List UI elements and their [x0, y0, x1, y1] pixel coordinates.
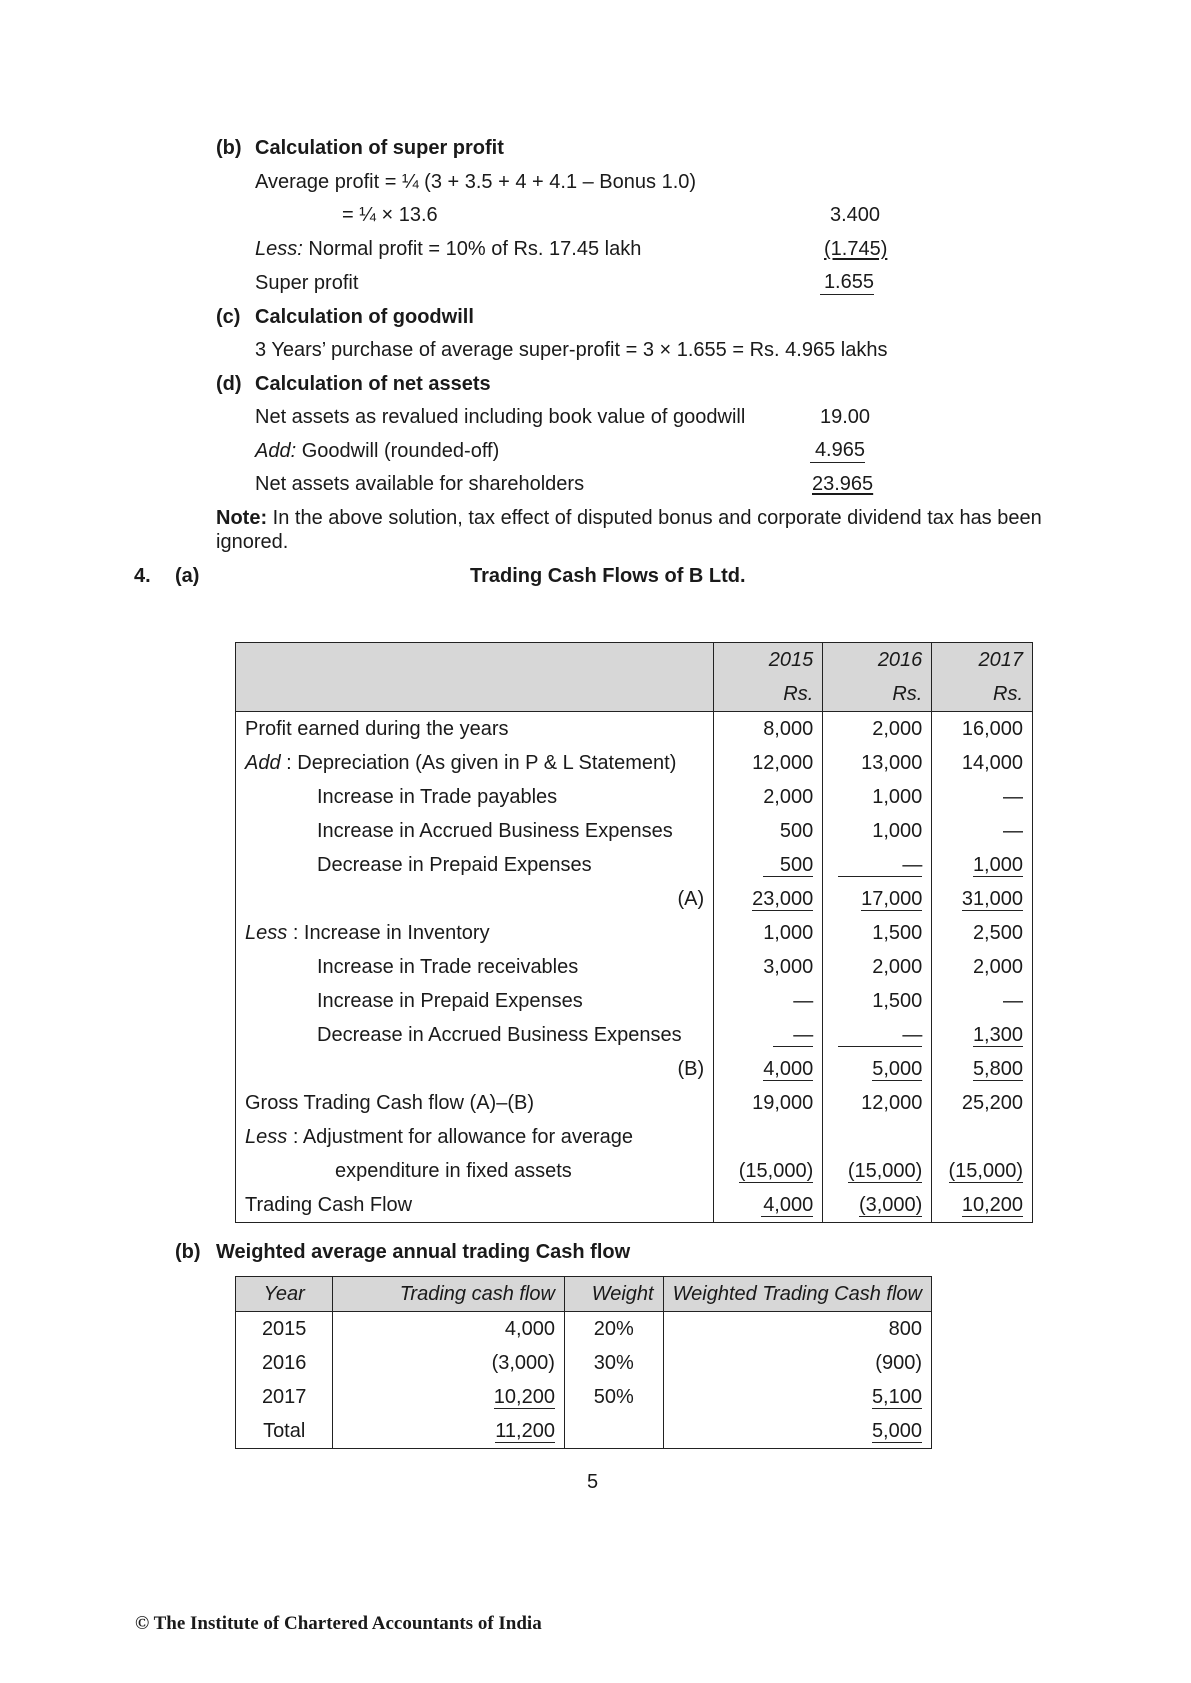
table-row [236, 950, 1033, 984]
part-d-label: (d) [216, 373, 242, 395]
cell-weight: 20% [564, 1312, 663, 1347]
net-assets-available-label: Net assets available for shareholders [255, 473, 585, 495]
year-2017: 2017 [932, 643, 1033, 678]
table-row [236, 1018, 1033, 1052]
cell-weighted-tcf [663, 1380, 931, 1414]
part-b2-heading: Weighted average annual trading Cash flow [216, 1241, 631, 1263]
cell-value [714, 1154, 823, 1188]
underlined-value: 4,000 [763, 1057, 814, 1080]
cell-value [932, 1188, 1033, 1223]
subtotal-row-a [236, 882, 1033, 916]
subtotal-row-b [236, 1052, 1033, 1086]
cell-value [714, 1052, 823, 1086]
average-profit-calc: = ¼ × 13.6 [342, 204, 438, 226]
cell-value [932, 848, 1033, 882]
depreciation-label: : Depreciation (As given in P & L Statement) [286, 751, 677, 774]
super-profit-value: 1.655 [820, 271, 874, 295]
row-label [236, 1018, 714, 1052]
part-b-heading: Calculation of super profit [255, 137, 504, 159]
cell-value: 3,000 [714, 950, 823, 984]
goodwill-add-line [255, 439, 499, 463]
row-label [236, 780, 714, 814]
underlined-value: (15,000) [738, 1159, 814, 1182]
less-prefix: Less [245, 1125, 288, 1148]
part-c-heading: Calculation of goodwill [255, 306, 474, 328]
trading-cash-flow-table [235, 642, 1033, 1223]
underlined-value: 17,000 [861, 887, 923, 910]
cell-value: — [714, 984, 823, 1018]
table-row [236, 1312, 932, 1347]
col-header-weight: Weight [564, 1277, 663, 1312]
cell-value: 16,000 [932, 712, 1033, 747]
row-label [236, 848, 714, 882]
row-label-text: Increase in Accrued Business Expenses [317, 819, 673, 842]
question-number: 4. [134, 565, 151, 587]
table-row [236, 746, 1033, 780]
underlined-value: 500 [763, 854, 813, 877]
add-word: Add: [255, 440, 297, 462]
underlined-value: — [838, 854, 922, 877]
cell-value [823, 1052, 932, 1086]
cell-tcf [333, 1414, 565, 1449]
average-profit-line: Average profit = ¼ (3 + 3.5 + 4 + 4.1 – Bonus 1.0) [255, 171, 697, 193]
underlined-value: 5,800 [972, 1057, 1023, 1080]
header-blank [236, 677, 714, 712]
cell-year: 2016 [236, 1346, 333, 1380]
cell-value: 1,500 [823, 916, 932, 950]
table-row [236, 1120, 1033, 1154]
cell-year: Total [236, 1414, 333, 1449]
table-row [236, 712, 1033, 747]
currency-2015: Rs. [714, 677, 823, 712]
cell-value: 1,000 [823, 814, 932, 848]
underlined-value: 10,200 [961, 1193, 1023, 1216]
underlined-value: 5,000 [872, 1057, 923, 1080]
cell-value: 500 [714, 814, 823, 848]
cell-tcf: 4,000 [333, 1312, 565, 1347]
cell-weighted-tcf [663, 1414, 931, 1449]
cell-value: 8,000 [714, 712, 823, 747]
cell-value [932, 1052, 1033, 1086]
row-label [236, 950, 714, 984]
goodwill-line: 3 Years’ purchase of average super-profit = 3 × 1.655 = Rs. 4.965 lakhs [255, 339, 888, 361]
currency-2017: Rs. [932, 677, 1033, 712]
cell-value [823, 1188, 932, 1223]
cell-value [932, 1018, 1033, 1052]
row-label: Trading Cash Flow [236, 1188, 714, 1223]
cell-weighted-tcf: (900) [663, 1346, 931, 1380]
adjustment-label: : Adjustment for allowance for average [292, 1125, 633, 1148]
underlined-value: 10,200 [493, 1385, 555, 1408]
part-a-label: (a) [175, 565, 200, 587]
net-assets-label: Net assets as revalued including book value of goodwill [255, 406, 746, 428]
subtotal-tag: (B) [236, 1052, 714, 1086]
cell-year: 2015 [236, 1312, 333, 1347]
cell-value: 12,000 [714, 746, 823, 780]
underlined-value: 23,000 [752, 887, 814, 910]
subtotal-tag: (A) [236, 882, 714, 916]
note-text: In the above solution, tax effect of disputed bonus and corporate dividend tax has been [272, 507, 1042, 529]
cell-value [932, 882, 1033, 916]
cell-value [823, 848, 932, 882]
note-line-2: ignored. [216, 531, 289, 553]
cell-value: 1,000 [823, 780, 932, 814]
cell-weight: 30% [564, 1346, 663, 1380]
part-d-heading: Calculation of net assets [255, 373, 491, 395]
table-row [236, 814, 1033, 848]
table-row [236, 1086, 1033, 1120]
year-2015: 2015 [714, 643, 823, 678]
underlined-value: 5,000 [871, 1419, 922, 1442]
row-label-text: Increase in Trade receivables [317, 955, 579, 978]
cell-value: 1,500 [823, 984, 932, 1018]
inventory-label: : Increase in Inventory [292, 921, 490, 944]
row-label [236, 1120, 714, 1154]
row-label [236, 916, 714, 950]
part-c-label: (c) [216, 306, 241, 328]
cell-value [714, 848, 823, 882]
row-label-text: Increase in Prepaid Expenses [317, 989, 583, 1012]
col-header-year: Year [236, 1277, 333, 1312]
cell-weight: 50% [564, 1380, 663, 1414]
cell-tcf: (3,000) [333, 1346, 565, 1380]
row-label-text: Increase in Trade payables [317, 785, 558, 808]
cell-empty [714, 1120, 823, 1154]
currency-header-row [236, 677, 1033, 712]
cell-value: — [932, 780, 1033, 814]
cell-value [823, 1018, 932, 1052]
cell-year: 2017 [236, 1380, 333, 1414]
net-assets-available-value: 23.965 [812, 473, 874, 495]
underlined-value: 4,000 [763, 1193, 814, 1216]
normal-profit-value: (1.745) [824, 238, 888, 260]
footer-copyright: © The Institute of Chartered Accountants of India [135, 1613, 542, 1634]
cell-value: 1,000 [714, 916, 823, 950]
trading-cash-flow-title: Trading Cash Flows of B Ltd. [470, 565, 746, 587]
table-row [236, 1188, 1033, 1223]
underlined-value: (15,000) [948, 1159, 1023, 1182]
underlined-value: 5,100 [871, 1385, 922, 1408]
cell-weighted-tcf: 800 [663, 1312, 931, 1347]
note-label: Note: [216, 507, 268, 529]
header-blank [236, 643, 714, 678]
row-label: Gross Trading Cash flow (A)–(B) [236, 1086, 714, 1120]
cell-value [714, 1018, 823, 1052]
table-row [236, 780, 1033, 814]
underlined-value: (3,000) [858, 1193, 923, 1216]
col-header-tcf: Trading cash flow [333, 1277, 565, 1312]
row-label [236, 1154, 714, 1188]
normal-profit-line [255, 237, 641, 261]
cell-value [932, 1154, 1033, 1188]
underlined-value: 31,000 [961, 887, 1023, 910]
cell-value [823, 1154, 932, 1188]
cell-value: 12,000 [823, 1086, 932, 1120]
net-assets-value: 19.00 [820, 406, 871, 428]
table-row [236, 1154, 1033, 1188]
super-profit-label: Super profit [255, 272, 359, 294]
less-word: Less: [255, 238, 303, 260]
table-row [236, 984, 1033, 1018]
note-line-1 [216, 506, 1042, 530]
underlined-value: 1,300 [972, 1023, 1023, 1046]
cell-value: 13,000 [823, 746, 932, 780]
underlined-value: (15,000) [847, 1159, 923, 1182]
cell-empty [932, 1120, 1033, 1154]
cell-value: — [932, 814, 1033, 848]
cell-value: — [932, 984, 1033, 1018]
row-label-text: Decrease in Prepaid Expenses [317, 853, 592, 876]
row-label-text: Decrease in Accrued Business Expenses [317, 1023, 682, 1046]
currency-2016: Rs. [823, 677, 932, 712]
underlined-value: — [838, 1024, 922, 1047]
row-label-text: expenditure in fixed assets [335, 1159, 572, 1182]
normal-profit-label: Normal profit = 10% of Rs. 17.45 lakh [308, 238, 642, 260]
cell-weight [564, 1414, 663, 1449]
row-label [236, 746, 714, 780]
year-header-row [236, 643, 1033, 678]
cell-value [714, 1188, 823, 1223]
table-row [236, 916, 1033, 950]
table-row [236, 848, 1033, 882]
year-2016: 2016 [823, 643, 932, 678]
page-number: 5 [587, 1471, 599, 1493]
average-profit-value: 3.400 [830, 204, 881, 226]
underlined-value: — [773, 1024, 813, 1047]
cell-value: 19,000 [714, 1086, 823, 1120]
less-prefix: Less [245, 921, 288, 944]
row-label [236, 984, 714, 1018]
cell-tcf [333, 1380, 565, 1414]
weighted-header-row [236, 1277, 932, 1312]
goodwill-value: 4.965 [810, 439, 865, 463]
cell-value: 2,000 [714, 780, 823, 814]
cell-empty [823, 1120, 932, 1154]
cell-value: 2,000 [932, 950, 1033, 984]
cell-value: 2,000 [823, 950, 932, 984]
col-header-weighted-tcf: Weighted Trading Cash flow [663, 1277, 931, 1312]
cell-value [714, 882, 823, 916]
underlined-value: 11,200 [495, 1419, 555, 1442]
cell-value: 2,500 [932, 916, 1033, 950]
table-row [236, 1380, 932, 1414]
add-prefix: Add [245, 751, 281, 774]
part-b-label: (b) [216, 137, 242, 159]
cell-value: 2,000 [823, 712, 932, 747]
table-row [236, 1414, 932, 1449]
row-label [236, 814, 714, 848]
row-label: Profit earned during the years [236, 712, 714, 747]
cell-value: 14,000 [932, 746, 1033, 780]
part-b2-label: (b) [175, 1241, 201, 1263]
cell-value [823, 882, 932, 916]
goodwill-rounded-label: Goodwill (rounded-off) [301, 440, 500, 462]
underlined-value: 1,000 [972, 853, 1023, 876]
cell-value: 25,200 [932, 1086, 1033, 1120]
weighted-average-table [235, 1276, 932, 1449]
table-row [236, 1346, 932, 1380]
